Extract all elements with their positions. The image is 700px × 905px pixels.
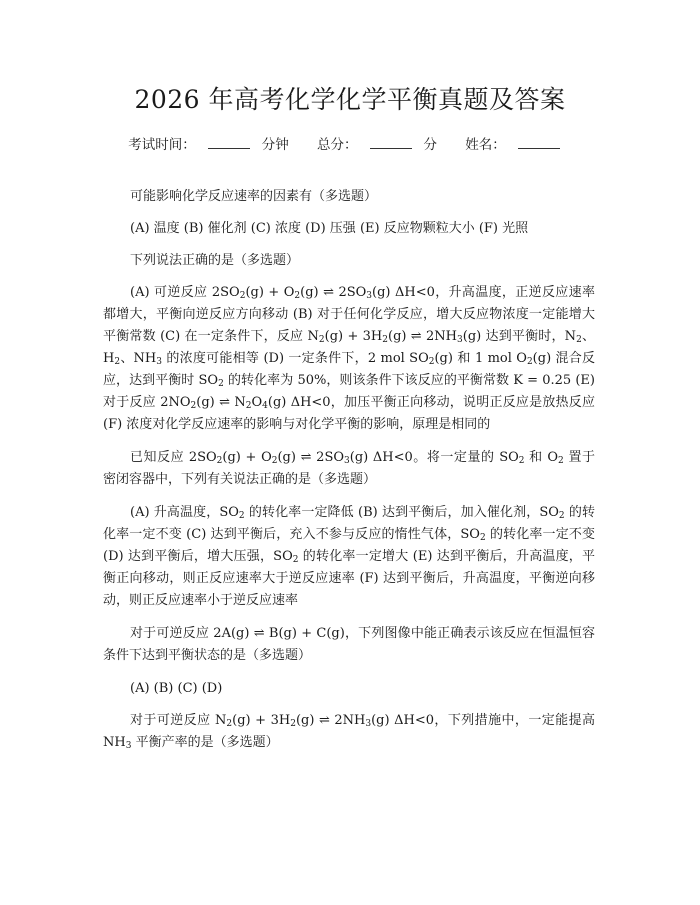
question-4-options: (A) (B) (C) (D) xyxy=(130,681,223,696)
name-label: 姓名： xyxy=(465,137,506,153)
question-list xyxy=(103,186,595,765)
exam-time-field xyxy=(128,133,289,153)
exam-time-unit: 分钟 xyxy=(261,137,289,153)
question-5-stem: 对于可逆反应 $N_2(g) + 3H_2(g)$ ⇌ $2NH_3(g)$ ΔH<0，下列措施中，一定能提高 $NH_3$ 平衡产率的是（多选题） xyxy=(103,713,595,751)
total-score-label: 总分： xyxy=(317,137,358,153)
question-1-options: (A) 温度 (B) 催化剂 (C) 浓度 (D) 压强 (E) 反应物颗粒大小 (F) 光照 xyxy=(130,221,529,236)
exam-time-label: 考试时间： xyxy=(128,137,196,153)
exam-meta-line xyxy=(0,133,700,153)
question-1-stem: 可能影响化学反应速率的因素有（多选题） xyxy=(130,189,378,204)
exam-time-blank[interactable] xyxy=(208,136,250,149)
total-score-field xyxy=(317,133,437,153)
question-3-stem: 已知反应 $2SO_2(g) + O_2(g)$ ⇌ $2SO_3(g)$ ΔH<0。将一定量的 $SO_2$ 和 $O_2$ 置于密闭容器中，下列有关说法正确的是（多选题） xyxy=(103,450,595,487)
question-2-options: (A) 可逆反应 $2SO_2(g) + O_2(g)$ ⇌ $2SO_3(g)$ ΔH<0，升高温度，正逆反应速率都增大，平衡向逆反应方向移动 (B) 对于任何化学反应，增大反应物浓度一定能增大平衡常数 (C) 在一定条件下，反应 $N_2(g) + 3H_2(g)$ ⇌ $2NH_3(g)$ 达到平衡时，$N_2$、$H_2$、$NH_3$ 的浓度可能相等 (D) 一定条件下，2 mol $SO_2(g)$ 和 1 mol $O_2(g)$ 混合反应，达到平衡时 $SO_2$ 的转化率为 50%，则该条件下该反应的平衡常数 K = 0.25 (E) 对于反应 $2NO_2(g)$ ⇌ $N_2O_4(g)$ ΔH<0，加压平衡正向移动，说明正反应是放热反应 (F) 浓度对化学反应速率的影响与对化学平衡的影响，原理是相同的 xyxy=(103,285,596,432)
total-score-blank[interactable] xyxy=(370,136,412,149)
question-2-stem: 下列说法正确的是（多选题） xyxy=(130,253,300,268)
name-field xyxy=(465,133,572,153)
total-score-unit: 分 xyxy=(423,137,437,153)
name-blank[interactable] xyxy=(518,136,560,149)
question-3-options: (A) 升高温度，$SO_2$ 的转化率一定降低 (B) 达到平衡后，加入催化剂，$SO_2$ 的转化率一定不变 (C) 达到平衡后，充入不参与反应的惰性气体，$SO_2$ 的转化率一定不变 (D) 达到平衡后，增大压强，$SO_2$ 的转化率一定增大 (E) 达到平衡后，升高温度，平衡正向移动，则正反应速率大于逆反应速率 (F) 达到平衡后，升高温度，平衡逆向移动，则正反应速率小于逆反应速率 xyxy=(103,505,596,608)
question-4-stem: 对于可逆反应 2A(g) ⇌ B(g) + C(g)，下列图像中能正确表示该反应在恒温恒容条件下达到平衡状态的是（多选题） xyxy=(103,626,595,663)
page-title: 2026 年高考化学化学平衡真题及答案 xyxy=(134,85,566,114)
